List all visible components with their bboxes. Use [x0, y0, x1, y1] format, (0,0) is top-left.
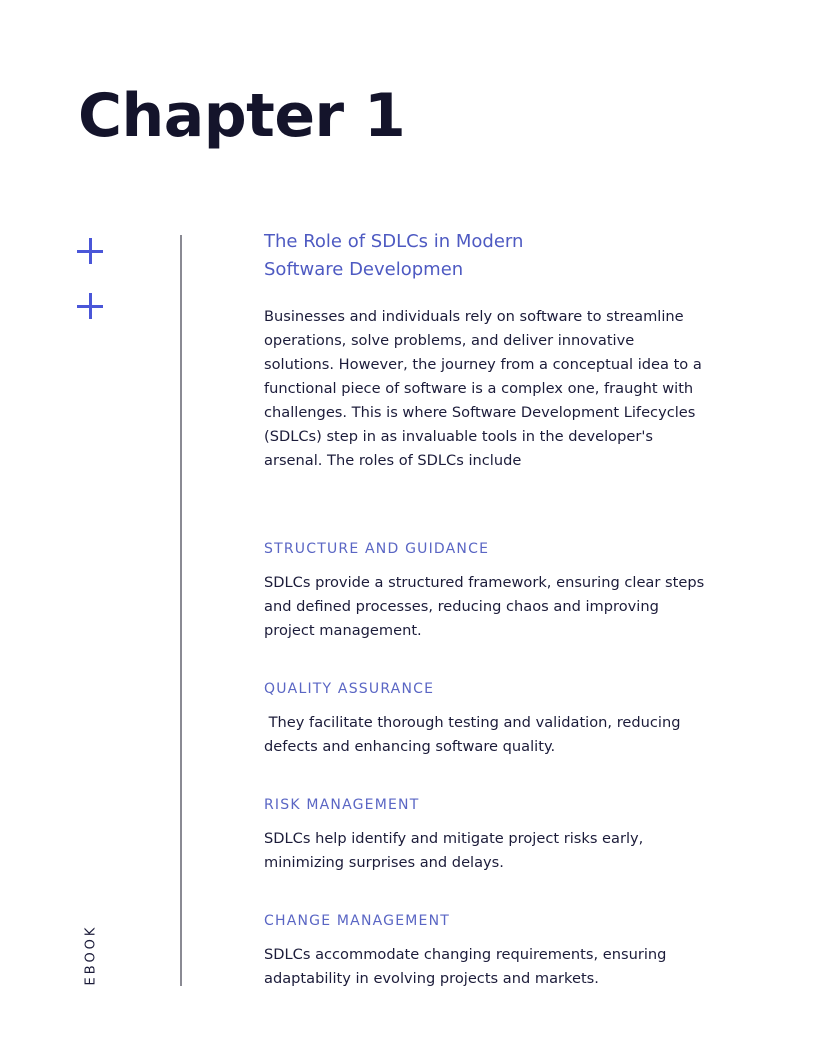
role-item-structure-and-guidance — [264, 539, 714, 643]
ebook-side-label: EBOOK — [83, 924, 99, 986]
role-item-change-management — [264, 911, 714, 991]
role-description: They facilitate thorough testing and validation, reducing defects and enhancing software quality. — [264, 714, 686, 755]
section-title — [264, 228, 564, 284]
role-heading: RISK MANAGEMENT — [264, 797, 420, 813]
vertical-divider — [180, 235, 182, 986]
role-heading: STRUCTURE AND GUIDANCE — [264, 541, 490, 557]
role-description: SDLCs accommodate changing requirements, ensuring adaptability in evolving projects and markets. — [264, 946, 672, 987]
chapter-content — [264, 228, 714, 987]
role-item-quality-assurance — [264, 679, 714, 759]
plus-icon — [77, 238, 103, 264]
section-title-line-2: Software Developmen — [264, 259, 464, 280]
intro-paragraph: Businesses and individuals rely on software to streamline operations, solve problems, and deliver innovative solutions. However, the journey from a conceptual idea to a functional piece of software is a complex one, fraught with challenges. This is where Software Development Lifecycles (SDLCs) step in as invaluable tools in the developer's arsenal. The roles of SDLCs include — [264, 308, 702, 469]
role-heading: QUALITY ASSURANCE — [264, 681, 435, 697]
role-description: SDLCs provide a structured framework, ensuring clear steps and defined processes, reducing chaos and improving project management. — [264, 574, 709, 639]
plus-icon — [77, 293, 103, 319]
role-heading: CHANGE MANAGEMENT — [264, 913, 451, 929]
role-item-risk-management — [264, 795, 714, 875]
role-description: SDLCs help identify and mitigate project risks early, minimizing surprises and delays. — [264, 830, 648, 871]
section-title-line-1: The Role of SDLCs in Modern — [264, 231, 524, 252]
chapter-title: Chapter 1 — [78, 81, 406, 151]
